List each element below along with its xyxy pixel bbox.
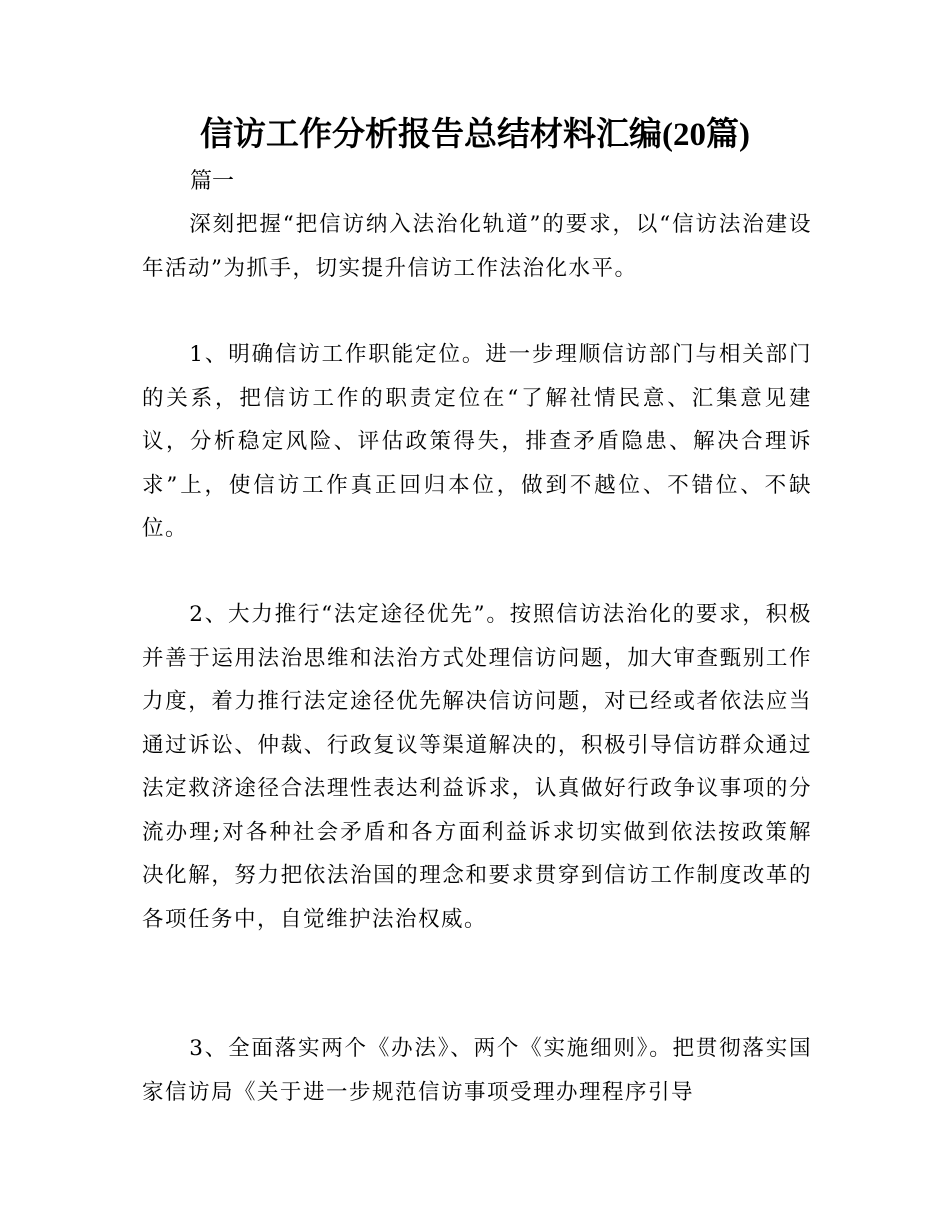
paragraph-1: 1、明确信访工作职能定位。进一步理顺信访部门与相关部门的关系，把信访工作的职责定位在“了解社情民意、汇集意见建议，分析稳定风险、评估政策得失，排查矛盾隐患、解决合理诉求”上，使信访工作真正回归本位，做到不越位、不错位、不缺位。 [142,342,812,541]
document-title: 信访工作分析报告总结材料汇编(20篇) [200,117,750,153]
paragraph-2: 2、大力推行“法定途径优先”。按照信访法治化的要求，积极并善于运用法治思维和法治方式处理信访问题，加大审查甄别工作力度，着力推行法定途径优先解决信访问题，对已经或者依法应当通过诉讼、仲裁、行政复议等渠道解决的，积极引导信访群众通过法定救济途径合法理性表达利益诉求，认真做好行政争议事项的分流办理;对各种社会矛盾和各方面利益诉求切实做到依法按政策解决化解，努力把依法治国的理念和要求贯穿到信访工作制度改革的各项任务中，自觉维护法治权威。 [142,602,812,932]
section-label: 篇一 [190,169,235,194]
paragraph-intro: 深刻把握“把信访纳入法治化轨道”的要求，以“信访法治建设年活动”为抓手，切实提升信访工作法治化水平。 [142,212,812,281]
paragraph-3: 3、全面落实两个《办法》、两个《实施细则》。把贯彻落实国家信访局《关于进一步规范信访事项受理办理程序引导 [142,1036,812,1105]
